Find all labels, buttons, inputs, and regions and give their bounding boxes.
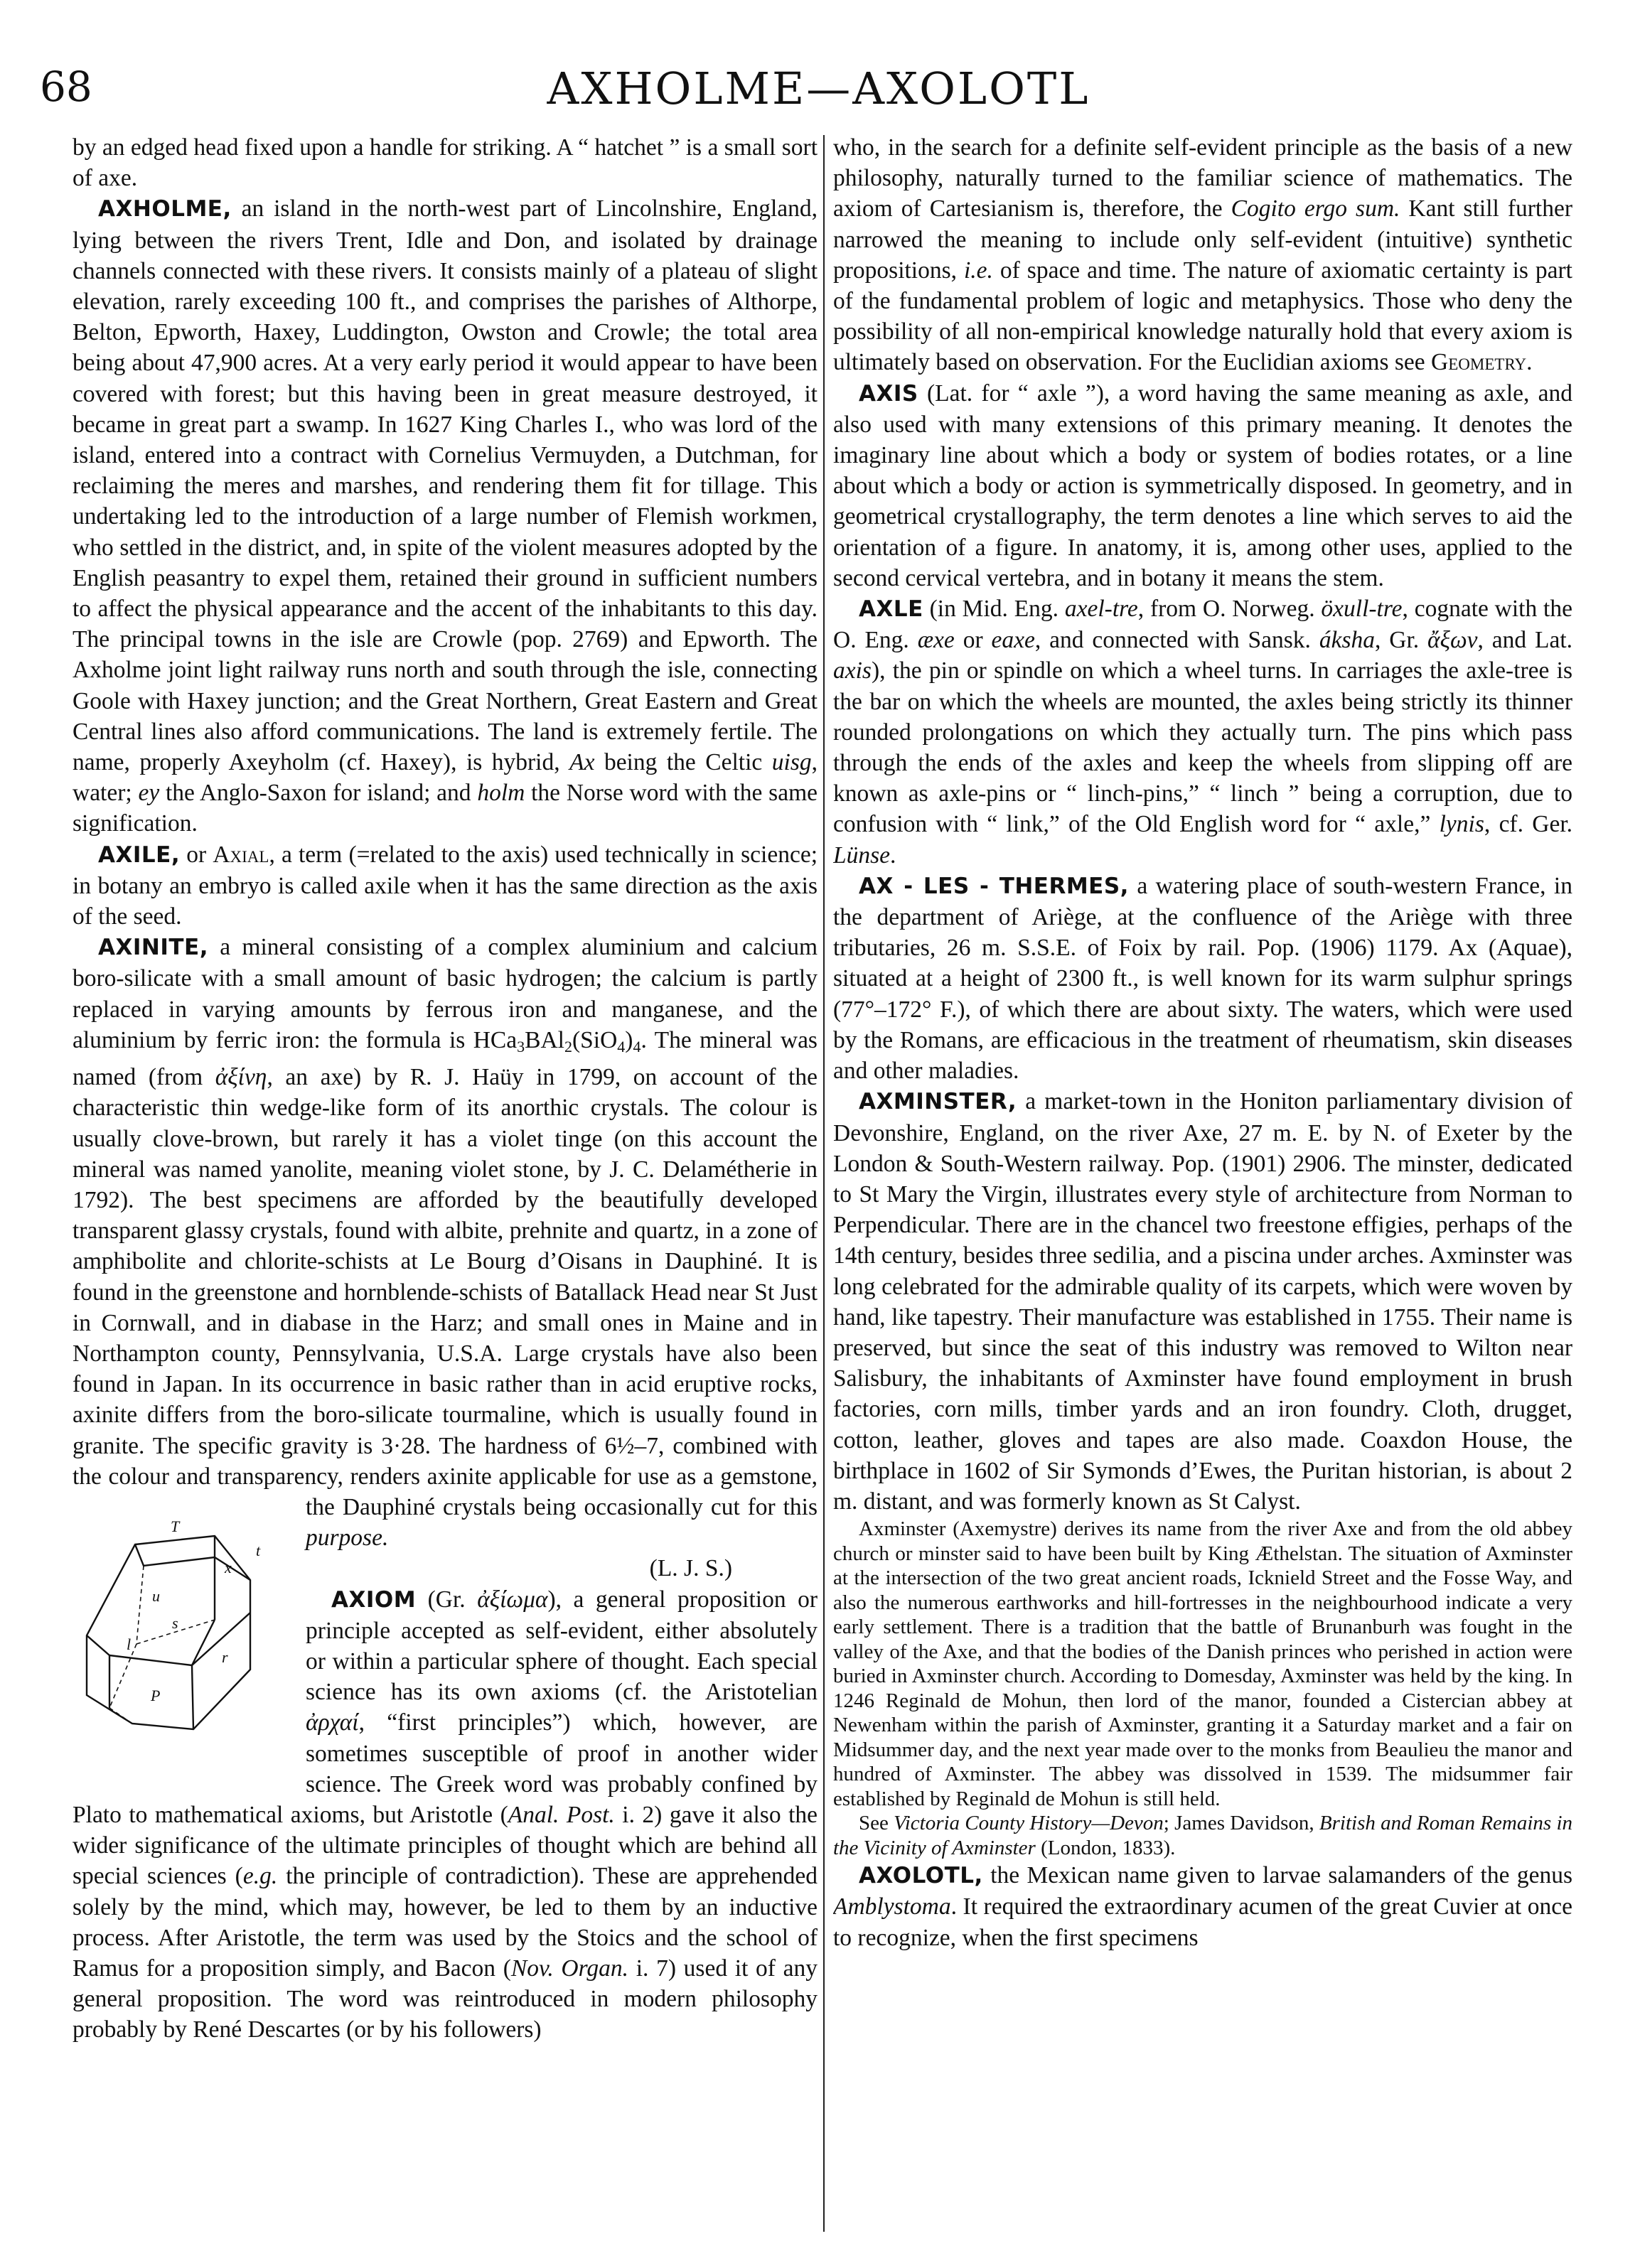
crystal-edge bbox=[192, 1665, 193, 1729]
page-title: AXHOLME—AXOLOTL bbox=[547, 63, 1090, 114]
crystal-hidden-edge bbox=[136, 1566, 144, 1644]
crystal-edge bbox=[192, 1613, 250, 1665]
headword-axholme: AXHOLME, bbox=[98, 196, 232, 222]
page-number: 68 bbox=[40, 63, 92, 111]
entry-axis: AXIS (Lat. for “ axle ”), a word having the same meaning as axle, and also used with many extensions of this primary meaning. It denotes the imaginary line about which a body or system of bodies rotates, or a line about which a body or action is symmetrically disposed. In geometry, and in geometrical crystallography, the term denotes a line which serves to aid the orientation of a figure. In anatomy, it is, among other uses, applied to the second cervical vertebra, and in botany it means the stem. bbox=[833, 380, 1572, 591]
entry-axile: AXILE, or Axial, a term (=related to the axis) used technically in science; in botany an embryo is called axile when it has the same direction as the axis of the seed. bbox=[73, 841, 818, 930]
face-label: r bbox=[222, 1648, 228, 1666]
face-label: u bbox=[152, 1586, 160, 1605]
entry-ax-les-thermes: AX - LES - THERMES, a watering place of south-western France, in the department of Ariège, at the confluence of the Ariège with three tributaries, 26 m. S.S.E. of Foix by rail. Pop. (1906) 1179. Ax (Aquae), situated at a height of 2300 ft., is well known for its warm sulphur springs (77°–172° F.), of which there are about sixty. The waters, which were used by the Romans, are efficacious in the treatment of rheumatism, skin diseases and other maladies. bbox=[833, 872, 1572, 1085]
face-label: t bbox=[256, 1541, 261, 1559]
headword-axis: AXIS bbox=[859, 380, 918, 407]
running-header bbox=[40, 57, 1597, 128]
headword-axile: AXILE, bbox=[98, 842, 181, 868]
crystal-edge bbox=[192, 1620, 215, 1665]
entry-axholme: AXHOLME, an island in the north-west part of Lincolnshire, England, lying between the rivers Trent, Idle and Don, and isolated by drainage channels connected with these rivers. It consists mainly of a plateau of slight elevation, rarely exceeding 100 ft., and comprises the parishes of Althorpe, Belton, Epworth, Haxey, Luddington, Owston and Crowle; the total area being about 47,900 acres. At a very early period it would appear to have been covered with forest; but this having been in great measure destroyed, it became in great part a swamp. In 1627 King Charles I., who was lord of the island, entered into a contract with Cornelius Vermuyden, a Dutchman, for reclaiming the meres and marshes, and rendering them fit for tillage. This undertaking led to the introduction of a large number of Flemish workmen, who settled in the district, and, in spite of the violent measures adopted by the English peasantry to expel them, retained their ground in sufficient numbers to affect the physical appearance and the accent of the inhabitants to this day. The principal towns in the isle are Crowle (pop. 2769) and Epworth. The Axholme joint light railway runs north and south through the isle, connecting Goole with Haxey junction; and the Great Northern, Great Eastern and Great Central lines also afford communications. The land is extremely fertile. The name, properly Axeyholm (cf. Haxey), is hybrid, Ax being the Celtic uisg, water; ey the Anglo-Saxon for island; and holm the Norse word with the same signification. bbox=[73, 195, 818, 837]
cross-reference-geometry: Geometry bbox=[1431, 349, 1527, 376]
entry-axle: AXLE (in Mid. Eng. axel-tre, from O. Norweg. öxull-tre, cognate with the O. Eng. æxe or eaxe, and connected with Sansk. áksha, Gr. ἄξων, and Lat. axis), the pin or spindle on which a wheel turns. In carriages the axle-tree is the bar on which the wheels are mounted, the axles being strictly its thinner rounded prolongations on which they actually turn. The pins which pass through the ends of the axles and keep the wheels from slipping off are known as axle-pins or “ linch-pins,” “ linch ” being a corruption, due to confusion with “ link,” of the Old English word for “ axle,” lynis, cf. Ger. Lünse. bbox=[833, 596, 1572, 869]
face-label: x bbox=[225, 1558, 232, 1576]
crystal-edge bbox=[109, 1655, 192, 1665]
crystal-hidden-edge bbox=[109, 1644, 136, 1708]
entry-axminster: AXMINSTER, a market-town in the Honiton parliamentary division of Devonshire, England, on the river Axe, 27 m. E. by N. of Exeter by the London & South-Western railway. Pop. (1901) 2906. The minster, dedicated to St Mary the Virgin, illustrates every style of architecture from Norman to Perpendicular. There are in the chancel two freestone effigies, perhaps of the 14th century, besides three sedilia, and a piscina under arches. Axminster was long celebrated for the admirable quality of its carpets, which were woven by hand, like tapestry. Their manufacture was established in 1755. Their name is preserved, but since the seat of this industry was removed to Wilton near Salisbury, the inhabitants of Axminster have found employment in brush factories, corn mills, timber yards and an iron foundry. Cloth, drugget, cotton, leather, gloves and tapes are also made. Coaxdon House, the birthplace in 1602 of Sir Symonds d’Ewes, the Puritan historian, is about 2 m. distant, and was formerly known as St Calyst. bbox=[833, 1088, 1572, 1515]
headword-axinite: AXINITE, bbox=[98, 935, 209, 961]
headword-axolotl: AXOLOTL, bbox=[859, 1863, 983, 1889]
axminster-references: See Victoria County History—Devon; James Davidson, British and Roman Remains in the Vicinity of Axminster (London, 1833). bbox=[833, 1812, 1572, 1859]
axe-continuation: by an edged head fixed upon a handle for striking. A “ hatchet ” is a small sort of axe. bbox=[73, 134, 818, 192]
entry-axinite: AXINITE, a mineral consisting of a complex aluminium and calcium boro-silicate with a small amount of basic hydrogen; the calcium is partly replaced in varying amounts by ferrous iron and manganese, and the aluminium by ferric iron: the formula is $HCa_3BAl_2(SiO_4)_4$. The mineral was named (from ἀξίνη, an axe) by R. J. Haüy in 1799, on account of the characteristic thin wedge-like form of its anorthic crystals. The colour is usually clove-brown, but rarely it has a violet tinge (on this account the mineral was named yanolite, meaning violet stone, by J. C. Delamétherie in 1792). The best specimens are afforded by the beautifully developed transparent glassy crystals, found with albite, prehnite and quartz, in a zone of amphibolite and chlorite-schists at Le Bourg d’Oisans in Dauphiné. It is found in the greenstone and hornblende-schists of Batallack Head near St Just in Cornwall, and in diabase in the Harz; and small ones in Maine and in Northampton county, Pennsylvania, U.S.A. Large crystals have also been found in Japan. In its occurrence in basic rather than in acid eruptive rocks, axinite differs from the boro-silicate tourmaline, which is usually found in granite. The specific gravity is 3·28. The hardness of 6½–7, combined with the colour and transparency, renders axinite applicable for use as a gemstone, the Dauphiné crystals being occasionally cut for this T t x u s l r P purpose. (L. J. S.) bbox=[73, 932, 818, 1584]
left-column bbox=[73, 132, 818, 2229]
face-label: s bbox=[172, 1613, 178, 1632]
entry-axolotl: AXOLOTL, the Mexican name given to larvae salamanders of the genus Amblystoma. It required the extraordinary acumen of the great Cuvier at once to recognize, when the first specimens bbox=[833, 1862, 1572, 1951]
author-signature: (L. J. S.) bbox=[649, 1555, 732, 1582]
crystal-top-face bbox=[135, 1544, 250, 1580]
axiom-continuation: who, in the search for a definite self-evident principle as the basis of a new philosophy, naturally turned to the familiar science of mathematics. The axiom of Cartesianism is, therefore, the Cogito ergo sum. Kant still further narrowed the meaning to include only self-evident (intuitive) synthetic propositions, i.e. of space and time. The nature of axiomatic certainty is part of the fundamental problem of logic and metaphysics. Those who deny the possibility of all non-empirical knowledge naturally hold that every axiom is ultimately based on observation. For the Euclidian axioms see Geometry. bbox=[833, 134, 1572, 376]
face-label: l bbox=[127, 1635, 132, 1653]
headword-axminster: AXMINSTER, bbox=[859, 1089, 1017, 1115]
face-label: P bbox=[151, 1686, 161, 1704]
axinite-crystal-diagram bbox=[73, 1495, 293, 1772]
headword-axiom: AXIOM bbox=[331, 1586, 417, 1613]
column-rule bbox=[823, 135, 825, 2232]
entry-axiom: AXIOM (Gr. ἀξίωμα), a general proposition or principle accepted as self-evident, either absolutely or within a particular sphere of thought. Each special science has its own axioms (cf. the Aristotelian ἀρχαί, “first principles”) which, however, are sometimes susceptible of proof in another wider science. The Greek word was probably confined by Plato to mathematical axioms, but Aristotle (Anal. Post. i. 2) gave it also the wider significance of the ultimate principles of thought which are behind all special sciences (e.g. the principle of contradiction). These are apprehended solely by the mind, which may, however, be led to them by an inductive process. After Aristotle, the term was used by the Stoics and the school of Ramus for a proposition simply, and Bacon (Nov. Organ. i. 7) used it of any general proposition. The word was reintroduced in modern philosophy probably by René Descartes (or by his followers) bbox=[73, 1586, 818, 2043]
axminster-history: Axminster (Axemystre) derives its name from the river Axe and from the old abbey church or minster said to have been built by King Æthelstan. The situation of Axminster at the intersection of the two great ancient roads, Icknield Street and the Fosse Way, and also the numerous earthworks and hill-fortresses in the neighbourhood indicate a very early settlement. There is a tradition that the battle of Brunanburh was fought in the valley of the Axe, and that the bodies of the Danish princes who perished in action were buried in Axminster church. According to Domesday, Axminster was held by the king. In 1246 Reginald de Mohun, then lord of the manor, founded a Cistercian abbey at Newenham within the parish of Axminster, granting it a Saturday market and a fair on Midsummer day, and the next year made over to the monks from Beaulieu the manor and hundred of Axminster. The abbey was dissolved in 1539. The midsummer fair established by Reginald de Mohun is still held. bbox=[833, 1517, 1572, 1810]
headword-axle: AXLE bbox=[859, 596, 923, 623]
headword-ax-les-thermes: AX - LES - THERMES, bbox=[859, 873, 1129, 899]
right-column bbox=[833, 132, 1572, 2229]
face-label: T bbox=[171, 1517, 180, 1535]
crystal-edge bbox=[87, 1635, 109, 1655]
axinite-crystal-figure bbox=[73, 1495, 293, 1772]
